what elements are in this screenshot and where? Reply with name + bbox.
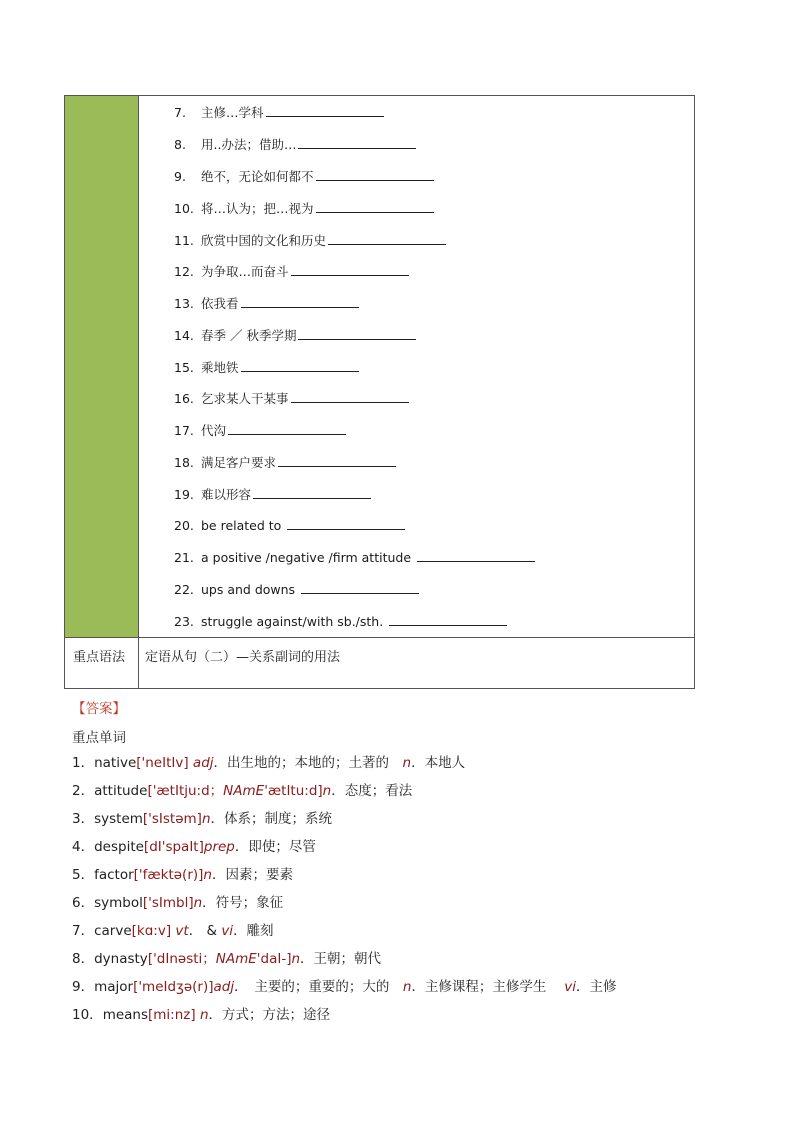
list-item: 17. 代沟: [174, 422, 346, 440]
list-item: 9. 绝不，无论如何都不: [174, 168, 434, 186]
section-heading: 重点单词: [72, 730, 126, 746]
answer-blank[interactable]: [417, 549, 535, 562]
answer-blank[interactable]: [228, 422, 346, 435]
answer-blank[interactable]: [316, 168, 434, 181]
answer-item: 3．system['sIstəm]n．体系；制度；系统: [72, 811, 333, 827]
grammar-label: 重点语法: [73, 650, 126, 665]
table-divider: [65, 637, 694, 638]
answer-blank[interactable]: [241, 359, 359, 372]
list-item: 15. 乘地铁: [174, 359, 359, 377]
answer-item: 2．attitude['ætItju:d；NAmE'ætItu:d]n．态度；看法: [72, 783, 413, 799]
list-item: 8. 用..办法；借助…: [174, 136, 416, 154]
list-item: 11. 欣赏中国的文化和历史: [174, 232, 446, 250]
answer-item: 7．carve[kɑ:v] vt． & vi．雕刻: [72, 923, 274, 939]
answer-heading: 【答案】: [72, 701, 126, 717]
table-left-column: [65, 96, 139, 637]
answer-blank[interactable]: [241, 295, 359, 308]
list-item: 14. 春季 ／ 秋季学期: [174, 327, 416, 345]
list-item: 22. ups and downs: [174, 581, 419, 599]
answer-blank[interactable]: [278, 454, 396, 467]
list-item: 12. 为争取…而奋斗: [174, 263, 409, 281]
answer-blank[interactable]: [253, 486, 371, 499]
list-item: 10. 将…认为；把…视为: [174, 200, 434, 218]
list-item: 7. 主修…学科: [174, 104, 384, 122]
answer-blank[interactable]: [316, 200, 434, 213]
list-item: 19. 难以形容: [174, 486, 371, 504]
list-item: 23. struggle against/with sb./sth.: [174, 613, 507, 631]
answer-item: 1．native['neItIv] adj．出生地的；本地的；土著的 n．本地人: [72, 755, 466, 771]
answer-blank[interactable]: [298, 136, 416, 149]
answer-blank[interactable]: [291, 263, 409, 276]
list-item: 21. a positive /negative /firm attitude: [174, 549, 535, 567]
answer-blank[interactable]: [287, 517, 405, 530]
answer-item: 8．dynasty['dInəsti；NAmE'daI-]n．王朝；朝代: [72, 951, 382, 967]
grammar-text: 定语从句（二）—关系副词的用法: [145, 650, 341, 665]
table-column-divider: [138, 637, 139, 688]
answer-blank[interactable]: [266, 104, 384, 117]
answer-item: 6．symbol['sImbl]n．符号；象征: [72, 895, 284, 911]
list-item: 20. be related to: [174, 517, 405, 535]
answer-blank[interactable]: [389, 613, 507, 626]
answer-blank[interactable]: [328, 232, 446, 245]
list-item: 16. 乞求某人干某事: [174, 390, 409, 408]
answer-blank[interactable]: [301, 581, 419, 594]
answer-item: 10．means[mi:nz] n．方式；方法；途径: [72, 1007, 331, 1023]
answer-item: 9．major['meIdʒə(r)]adj． 主要的；重要的；大的 n．主修课程；主修学生 vi．主修: [72, 979, 617, 995]
answer-item: 5．factor['fæktə(r)]n．因素；要素: [72, 867, 293, 883]
vocabulary-table: [64, 95, 695, 689]
answer-blank[interactable]: [291, 390, 409, 403]
answer-blank[interactable]: [298, 327, 416, 340]
answer-item: 4．despite[dI'spaIt]prep．即使；尽管: [72, 839, 316, 855]
list-item: 13. 依我看: [174, 295, 359, 313]
list-item: 18. 满足客户要求: [174, 454, 396, 472]
